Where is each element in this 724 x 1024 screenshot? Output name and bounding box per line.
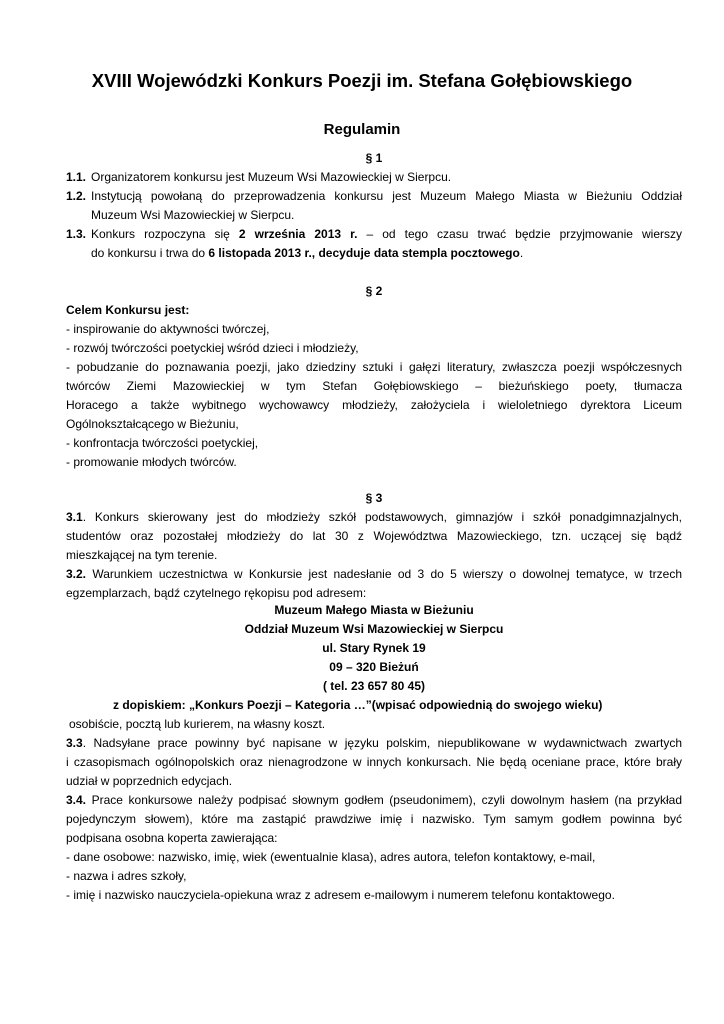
paragraph-text: pojedynczym słowem), które ma zastąpić prawdziwe imię i nazwisko. Tym samym godłem powinna być (66, 812, 682, 826)
address-line: 09 – 320 Bieżuń (329, 660, 419, 674)
paragraph-number: 1.3. (66, 227, 87, 241)
list-item: - rozwój twórczości poetyckiej wśród dzieci i młodzieży, (66, 341, 359, 355)
paragraph-text: 3.4. Prace konkursowe należy podpisać słownym godłem (pseudonimem), czyli dowolnym hasłem (na przykład (66, 793, 682, 807)
document-title: XVIII Wojewódzki Konkurs Poezji im. Stefana Gołębiowskiego (91, 70, 633, 91)
paragraph-text: Muzeum Wsi Mazowieckiej w Sierpcu. (91, 208, 295, 222)
paragraph-text: podpisana osobna koperta zawierająca: (66, 831, 278, 845)
section-2-heading: § 2 (365, 284, 383, 298)
paragraph-number: 1.1. (66, 170, 87, 184)
paragraph-text: studentów oraz pozostałej młodzieży do lat 30 z Województwa Mazowieckiego, tzn. uczącej się bądź (66, 529, 682, 543)
paragraph-text: Organizatorem konkursu jest Muzeum Wsi Mazowieckiej w Sierpcu. (91, 170, 452, 184)
list-item: twórców Ziemi Mazowieckiej w tym Stefan Gołębiowskiego – bieżuńskiego poety, tłumacza (66, 379, 682, 393)
list-item: - promowanie młodych twórców. (66, 455, 237, 469)
address-annotation: z dopiskiem: „Konkurs Poezji – Kategoria …”(wpisać odpowiednią do swojego wieku) (113, 698, 603, 712)
address-phone: ( tel. 23 657 80 45) (322, 679, 426, 693)
address-line: Oddział Muzeum Wsi Mazowieckiej w Sierpcu (244, 622, 504, 636)
list-item: - imię i nazwisko nauczyciela-opiekuna wraz z adresem e-mailowym i numerem telefonu kontaktowego. (66, 888, 615, 902)
list-item: Ogólnokształcącego w Bieżuniu, (66, 417, 239, 431)
paragraph-text: Konkurs rozpoczyna się 2 września 2013 r. – od tego czasu trwać będzie przyjmowanie wierszy (91, 227, 682, 241)
paragraph-text: 3.3. Nadsyłane prace powinny być napisane w języku polskim, niepublikowane w wydawnictwach zwartych (66, 736, 682, 750)
list-item: - inspirowanie do aktywności twórczej, (66, 322, 270, 336)
address-line: Muzeum Małego Miasta w Bieżuniu (274, 603, 474, 617)
list-item: - dane osobowe: nazwisko, imię, wiek (ewentualnie klasa), adres autora, telefon kontaktowy, e-mail, (66, 850, 596, 864)
section-2-lead: Celem Konkursu jest: (66, 303, 190, 317)
list-item: Horacego a także wybitnego wychowawcy młodzieży, założyciela i wieloletniego dyrektora Liceum (66, 398, 682, 412)
list-item: - konfrontacja twórczości poetyckiej, (66, 436, 259, 450)
document-subtitle: Regulamin (323, 121, 401, 138)
paragraph-text: mieszkającej na tym terenie. (66, 548, 218, 562)
paragraph-number: 1.2. (66, 189, 87, 203)
paragraph-text: i czasopismach ogólnopolskich oraz nienagrodzone w innych konkursach. Nie będą oceniane prace, które brały (66, 755, 682, 769)
paragraph-text: 3.1. Konkurs skierowany jest do młodzieży szkół podstawowych, gimnazjów i szkół ponadgimnazjalnych, (66, 510, 682, 524)
section-1-heading: § 1 (365, 151, 383, 165)
paragraph-text: do konkursu i trwa do 6 listopada 2013 r., decyduje data stempla pocztowego. (91, 246, 524, 260)
paragraph-text: udział w poprzednich edycjach. (66, 774, 233, 788)
address-line: ul. Stary Rynek 19 (322, 641, 426, 655)
list-item: - nazwa i adres szkoły, (66, 869, 187, 883)
list-item: - pobudzanie do poznawania poezji, jako dziedziny sztuki i gałęzi literatury, zwłaszcza poezji współczesnych (66, 360, 682, 374)
section-3-heading: § 3 (365, 491, 383, 505)
paragraph-text: Instytucją powołaną do przeprowadzenia konkursu jest Muzeum Małego Miasta w Bieżuniu Oddział (91, 189, 682, 203)
paragraph-text: egzemplarzach, bądź czytelnego rękopisu pod adresem: (66, 586, 367, 600)
paragraph-text: 3.2. Warunkiem uczestnictwa w Konkursie jest nadesłanie od 3 do 5 wierszy o dowolnej tematyce, w trzech (66, 567, 682, 581)
paragraph-text: osobiście, pocztą lub kurierem, na własny koszt. (69, 717, 326, 731)
